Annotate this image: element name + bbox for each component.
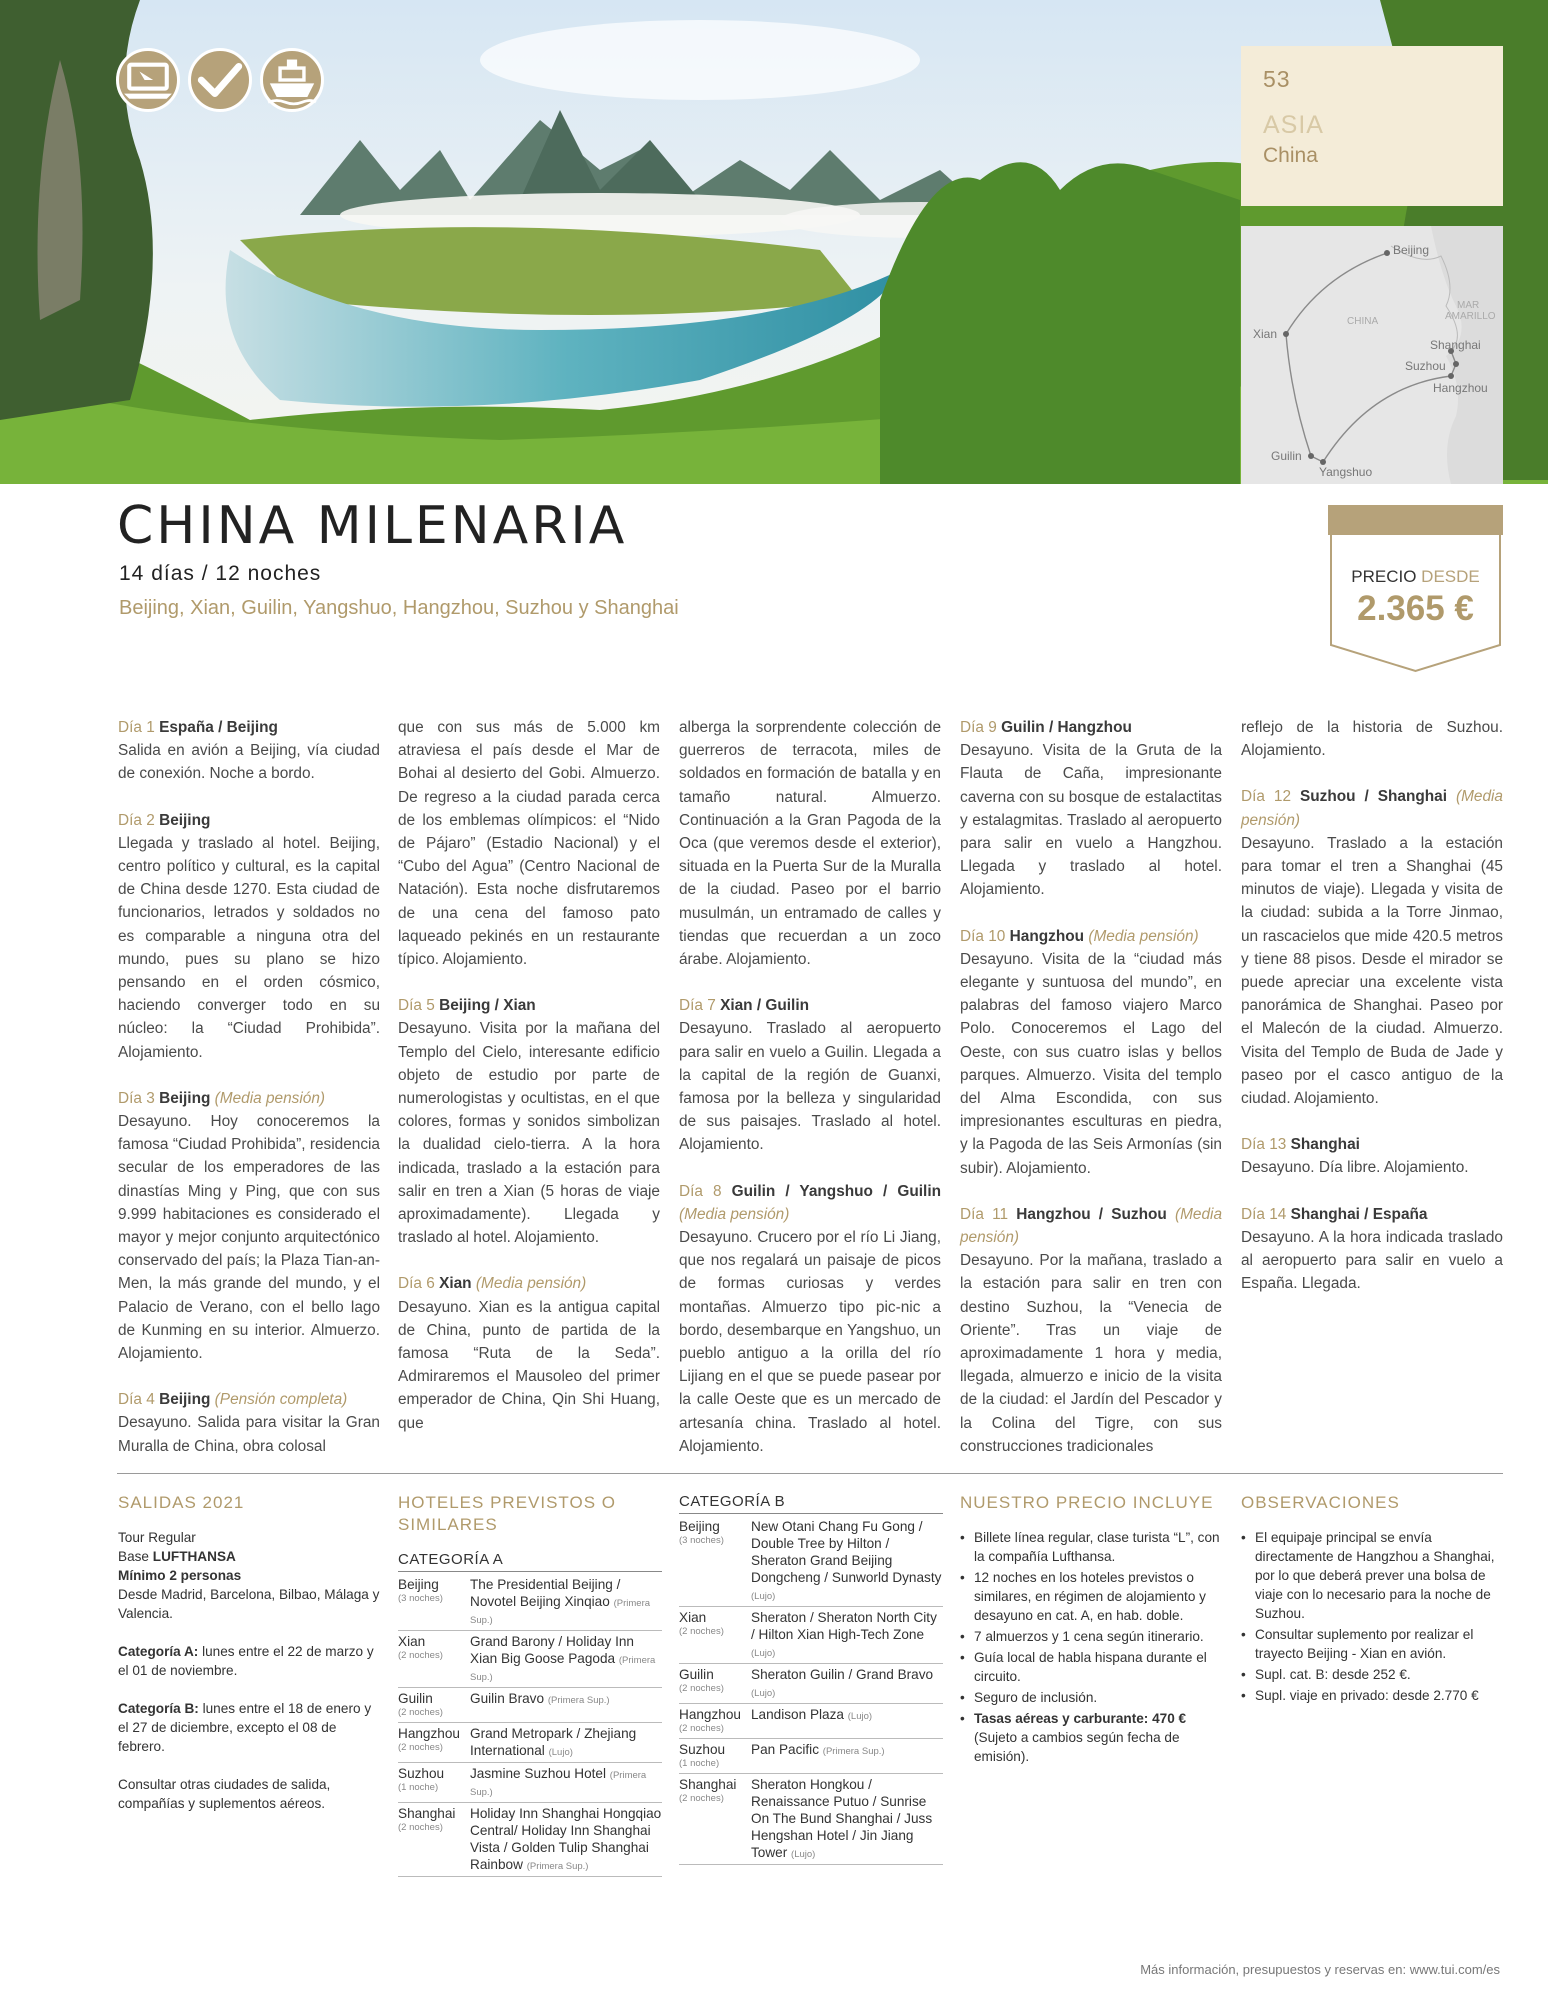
table-row — [679, 1739, 943, 1774]
route-map — [1241, 226, 1503, 484]
hotel-name-cell — [751, 1741, 943, 1770]
salidas-section — [118, 1492, 382, 1832]
hotel-name: Grand Barony / Holiday Inn Xian Big Goose Pagoda — [470, 1634, 634, 1666]
hotel-category: (Primera Sup.) — [822, 1746, 885, 1757]
table-row — [398, 1631, 662, 1688]
hotel-nights: (1 noche) — [398, 1782, 439, 1793]
day-number: Día 12 — [1241, 788, 1292, 806]
day-number: Día 6 — [398, 1275, 435, 1293]
hotel-name-cell — [751, 1776, 943, 1861]
salidas-base-prefix: Base — [118, 1549, 153, 1564]
hotel-city: Guilin — [398, 1691, 433, 1706]
day-description: Desayuno. Visita de la “ciudad más elegante y suntuosa del mundo”, en palabras del famoso viajero Marco Polo. Conoceremos el Lago del Oeste, con sus cuatro islas y bellos parques. Almuerzo. Visita del templo del Alma Escondida, con sus impresionantes esculturas en piedra, y la Pagoda de las Seis Armonías (sin subir). Alojamiento. — [960, 950, 1222, 1177]
day-description: Desayuno. Traslado al aeropuerto para salir en vuelo a Guilin. Llegada a la capital de la región de Guanxi, famosa por la belleza y singularidad de sus paisajes. Traslado al hotel. Alojamiento. — [679, 1020, 941, 1154]
day-route: Suzhou / Shanghai — [1299, 788, 1447, 806]
day-number: Día 5 — [398, 997, 435, 1015]
day-description: Desayuno. Crucero por el río Li Jiang, que nos regalará un paisaje de picos de formas curiosas y verdes montañas. Almuerzo tipo pic-nic a bordo, desembarque en Yangshuo, un pueblo antiguo a la orilla del río Lijiang en el que se puede pasear por la calle Oeste que es un mercado de artesanía china. Traslado al hotel. Alojamiento. — [679, 1229, 941, 1455]
day-heading — [398, 994, 660, 1017]
itinerary-day — [679, 994, 941, 1156]
day-heading — [1241, 785, 1503, 831]
hotel-name: Sheraton Hongkou / Renaissance Putuo / Sunrise On The Bund Shanghai / Juss Hengshan Hotel / Jin Jiang Tower — [751, 1777, 933, 1860]
observaciones-list — [1241, 1528, 1505, 1705]
day-route: Beijing / Xian — [439, 997, 536, 1015]
hoteles-cat-a-table — [398, 1574, 662, 1877]
day-description: Llegada y traslado al hotel. Beijing, centro político y cultural, es la capital de China desde 1270. Esta ciudad de funcionarios, letrados y soldados no es comparable a ninguna otra del mundo, pues su plano se hizo pensando en el orden cósmico, haciendo converger todo en su núcleo: la “Ciudad Prohibida”. Alojamiento. — [118, 834, 380, 1061]
price-badge — [1328, 505, 1503, 675]
hotel-nights: (2 noches) — [398, 1707, 443, 1718]
list-item: • 7 almuerzos y 1 cena según itinerario. — [960, 1627, 1224, 1646]
hotel-city: Shanghai — [398, 1806, 456, 1821]
salidas-minimum-text: Mínimo 2 personas — [118, 1568, 242, 1583]
hotel-city: Shanghai — [679, 1777, 737, 1792]
hotel-name-cell — [751, 1706, 943, 1735]
day-meal-plan: (Media pensión) — [1241, 788, 1503, 829]
hotel-name-cell — [470, 1805, 662, 1873]
hotel-name: Holiday Inn Shanghai Hongqiao Central/ Holiday Inn Shanghai Vista / Golden Tulip Shanghai Rainbow — [470, 1806, 662, 1872]
itinerary-day — [1241, 1133, 1503, 1179]
hoteles-heading: HOTELES PREVISTOS O SIMILARES — [398, 1493, 617, 1534]
trip-route: Beijing, Xian, Guilin, Yangshuo, Hangzhou, Suzhou y Shanghai — [119, 597, 679, 619]
price-value: 2.365 € — [1357, 589, 1474, 628]
map-city-yangshuo: Yangshuo — [1319, 465, 1373, 479]
hotel-category: (Lujo) — [751, 1648, 776, 1659]
itinerary-day — [1241, 716, 1503, 762]
map-country-label: CHINA — [1347, 316, 1379, 327]
map-city-hangzhou: Hangzhou — [1433, 381, 1488, 395]
day-description: Desayuno. Xian es la antigua capital de China, punto de partida de la famosa “Ruta de la Seda”. Admiraremos el Mausoleo del primer emperador de China, Qin Shi Huang, que — [398, 1298, 660, 1432]
hotel-city: Beijing — [679, 1519, 720, 1534]
hotel-nights: (2 noches) — [398, 1650, 443, 1661]
table-row — [398, 1803, 662, 1877]
salidas-airline: LUFTHANSA — [152, 1549, 236, 1564]
hotel-city-cell — [679, 1706, 751, 1735]
hotel-name-cell — [751, 1609, 943, 1660]
day-route: Hangzhou / Suzhou — [1016, 1205, 1167, 1223]
price-from-text: DESDE — [1421, 567, 1480, 586]
hotel-name: Sheraton Guilin / Grand Bravo — [751, 1667, 934, 1682]
day-description: Salida en avión a Beijing, vía ciudad de conexión. Noche a bordo. — [118, 742, 380, 783]
hotel-name: New Otani Chang Fu Gong / Double Tree by Hilton / Sheraton Grand Beijing Dongcheng / Sunworld Dynasty — [751, 1519, 942, 1585]
hotel-nights: (2 noches) — [679, 1723, 724, 1734]
hotel-city-cell — [679, 1609, 751, 1660]
hoteles-cat-b-section — [679, 1492, 943, 1865]
salidas-heading: SALIDAS 2021 — [118, 1493, 245, 1512]
day-route: Beijing — [159, 811, 211, 829]
day-route: Beijing — [159, 1391, 211, 1409]
hotel-name-cell — [751, 1666, 943, 1700]
day-number: Día 4 — [118, 1391, 155, 1409]
day-route: Shanghai — [1290, 1136, 1360, 1154]
map-city-shanghai: Shanghai — [1430, 338, 1481, 352]
day-route: Guilin / Hangzhou — [1001, 719, 1132, 736]
day-heading — [679, 994, 941, 1017]
day-heading — [960, 1203, 1222, 1249]
day-heading — [118, 809, 380, 832]
hotel-category: (Lujo) — [791, 1849, 816, 1860]
hotel-city: Beijing — [398, 1577, 439, 1592]
itinerary-column-1 — [118, 716, 380, 1481]
hotel-city: Hangzhou — [679, 1707, 741, 1722]
hotel-category: (Primera Sup.) — [526, 1861, 589, 1872]
day-description: Desayuno. Día libre. Alojamiento. — [1241, 1159, 1469, 1177]
incluye-list — [960, 1528, 1224, 1766]
day-route: Guilin / Yangshuo / Guilin — [731, 1182, 941, 1200]
day-meal-plan: (Pensión completa) — [214, 1391, 348, 1409]
day-heading — [118, 1087, 380, 1110]
list-item: • Supl. viaje en privado: desde 2.770 € — [1241, 1686, 1505, 1705]
hotel-city-cell — [398, 1576, 470, 1627]
itinerary-day — [960, 1203, 1222, 1458]
hotel-category: (Lujo) — [751, 1688, 776, 1699]
hotel-city-cell — [679, 1776, 751, 1861]
price-label-text: PRECIO — [1351, 567, 1417, 586]
map-city-xian: Xian — [1253, 327, 1278, 341]
itinerary-column-4 — [960, 716, 1222, 1481]
itinerary-day — [1241, 1203, 1503, 1296]
itinerary-day — [960, 925, 1222, 1180]
day-heading — [118, 1388, 380, 1411]
hotel-city-cell — [679, 1666, 751, 1700]
hotel-nights: (3 noches) — [398, 1593, 443, 1604]
map-sea-label-2: AMARILLO — [1445, 311, 1496, 322]
hotel-city-cell — [398, 1690, 470, 1719]
hotel-name: Jasmine Suzhou Hotel — [470, 1766, 607, 1781]
salidas-cat-b-label: Categoría B: — [118, 1701, 199, 1716]
hotel-nights: (3 noches) — [679, 1535, 724, 1546]
feature-icons — [116, 48, 324, 112]
salidas-note: Consultar otras ciudades de salida, compañías y suplementos aéreos. — [118, 1777, 331, 1811]
day-number: Día 9 — [960, 719, 997, 736]
hotel-name-cell — [470, 1725, 662, 1759]
hotel-nights: (2 noches) — [679, 1626, 724, 1637]
hotel-name: Pan Pacific — [751, 1742, 820, 1757]
day-route: Xian / Guilin — [720, 997, 810, 1015]
hotel-name: Sheraton / Sheraton North City / Hilton Xian High-Tech Zone — [751, 1610, 937, 1642]
hotel-category: (Lujo) — [751, 1591, 776, 1602]
list-item: • El equipaje principal se envía directamente de Hangzhou a Shanghai, por lo que deberá prever una bolsa de viaje con lo necesario para la noche de Suzhou. — [1241, 1528, 1505, 1623]
table-row — [679, 1774, 943, 1865]
itinerary-day — [1241, 785, 1503, 1110]
table-row — [679, 1704, 943, 1739]
incluye-section — [960, 1492, 1224, 1768]
itinerary-day — [118, 809, 380, 1064]
itinerary-day — [118, 716, 380, 786]
hotel-name-cell — [470, 1576, 662, 1627]
footer-info: Más información, presupuestos y reservas en: www.tui.com/es — [1140, 1962, 1500, 1977]
itinerary-day — [398, 1272, 660, 1434]
country-label: China — [1263, 144, 1318, 167]
hotel-category: (Primera Sup.) — [547, 1695, 610, 1706]
day-heading — [1241, 1133, 1503, 1156]
incluye-taxes-note: (Sujeto a cambios según fecha de emisión). — [974, 1730, 1180, 1764]
region-label: ASIA — [1263, 111, 1324, 139]
day-heading — [398, 1272, 660, 1295]
day-description: alberga la sorprendente colección de guerreros de terracota, miles de soldados en formación de batalla y en tamaño natural. Almuerzo. Continuación a la Gran Pagoda de la Oca (que veremos desde el exterior), situada en la Puerta Sur de la Muralla de la ciudad. Paseo por el barrio musulmán, un entramado de calles y tiendas que recuerdan a un zoco árabe. Alojamiento. — [679, 719, 941, 969]
hotel-name-cell — [470, 1633, 662, 1684]
day-route: Shanghai / España — [1290, 1205, 1428, 1223]
day-heading — [1241, 1203, 1503, 1226]
map-city-guilin: Guilin — [1271, 449, 1302, 463]
table-row — [398, 1574, 662, 1631]
hotel-category: (Primera Sup.) — [470, 1655, 656, 1683]
itinerary-day — [398, 716, 660, 971]
day-description: Desayuno. Visita por la mañana del Templo del Cielo, interesante edificio objeto de estudio por parte de numerologistas y ocultistas, en el que colores, formas y sonidos simbolizan la dualidad cielo-tierra. A la hora indicada, traslado a la estación para salir en tren a Xian (5 horas de viaje aproximadamente). Llegada y traslado al hotel. Alojamiento. — [398, 1020, 660, 1247]
day-description: Desayuno. Por la mañana, traslado a la estación para salir en tren con destino Suzhou, la “Venecia de Oriente”. Tras un viaje de aproximadamente 1 hora y media, llegada, almuerzo e inicio de la visita de la ciudad: el Jardín del Pescador y la Colina del Tigre, con sus construcciones tradicionales — [960, 1252, 1222, 1455]
hotel-city: Guilin — [679, 1667, 714, 1682]
hoteles-cat-a-label: CATEGORÍA A — [398, 1550, 662, 1572]
salidas-cat-b — [118, 1699, 382, 1756]
day-route: España / Beijing — [159, 719, 278, 736]
day-meal-plan: (Media pensión) — [1088, 927, 1199, 945]
day-meal-plan: (Media pensión) — [214, 1089, 326, 1107]
hotel-category: (Lujo) — [548, 1747, 573, 1758]
hotel-city-cell — [679, 1741, 751, 1770]
hotel-city: Xian — [679, 1610, 707, 1625]
hotel-city-cell — [398, 1633, 470, 1684]
day-meal-plan: (Media pensión) — [475, 1275, 587, 1293]
hotel-name-cell — [751, 1518, 943, 1603]
hotel-city: Xian — [398, 1634, 426, 1649]
itinerary-day — [679, 1180, 941, 1458]
table-row — [679, 1664, 943, 1704]
incluye-taxes: Tasas aéreas y carburante: 470 € — [974, 1711, 1187, 1726]
ship-icon — [260, 48, 324, 112]
salidas-cities: Desde Madrid, Barcelona, Bilbao, Málaga y Valencia. — [118, 1587, 380, 1621]
salidas-cat-a — [118, 1642, 382, 1680]
list-item-taxes — [960, 1709, 1224, 1766]
table-row — [679, 1607, 943, 1664]
hotel-category: (Lujo) — [847, 1711, 873, 1722]
day-number: Día 14 — [1241, 1205, 1287, 1223]
salidas-minimum — [118, 1566, 382, 1585]
page-number: 53 — [1263, 66, 1291, 92]
day-description: Desayuno. Traslado a la estación para tomar el tren a Shanghai (45 minutos de viaje). Llegada y visita de la ciudad: subida a la Torre Jinmao, un rascacielos que mide 420.5 metros y tiene 88 pisos. Desde el mirador se puede apreciar una excelente vista panorámica de Shanghai. Paseo por el Malecón de la ciudad. Almuerzo. Visita del Templo de Buda de Jade y paseo por el casco antiguo de la ciudad. Alojamiento. — [1241, 834, 1503, 1108]
salidas-cat-a-text: lunes entre el 22 de marzo y el 01 de noviembre. — [118, 1644, 374, 1678]
itinerary-day — [679, 716, 941, 971]
hotel-city: Suzhou — [398, 1766, 445, 1781]
map-city-beijing: Beijing — [1393, 243, 1430, 257]
salidas-cat-b-text: lunes entre el 18 de enero y el 27 de diciembre, excepto el 08 de febrero. — [118, 1701, 372, 1754]
day-description: Desayuno. A la hora indicada traslado al aeropuerto para salir en vuelo a España. Llegada. — [1241, 1228, 1503, 1293]
observaciones-section — [1241, 1492, 1505, 1707]
day-description: Desayuno. Visita de la Gruta de la Flauta de Caña, impresionante caverna con su bosque de estalactitas y estalagmitas. Traslado al aeropuerto para salir en vuelo a Hangzhou. Llegada y traslado al hotel. Alojamiento. — [960, 742, 1222, 899]
map-sea-label: MAR — [1457, 300, 1480, 311]
itinerary-day — [398, 994, 660, 1249]
trip-duration: 14 días / 12 noches — [119, 562, 322, 585]
hotel-name: Landison Plaza — [751, 1707, 844, 1722]
day-number: Día 7 — [679, 997, 716, 1015]
hotel-category: (Primera Sup.) — [470, 1598, 651, 1626]
day-number: Día 11 — [960, 1205, 1009, 1223]
hotel-city: Suzhou — [679, 1742, 726, 1757]
salidas-cat-a-label: Categoría A: — [118, 1644, 199, 1659]
list-item: • Guía local de habla hispana durante el circuito. — [960, 1648, 1224, 1686]
itinerary-day — [118, 1087, 380, 1365]
hotel-nights: (2 noches) — [398, 1742, 443, 1753]
day-heading — [960, 925, 1222, 948]
section-divider — [117, 1473, 1503, 1474]
salidas-tour-type: Tour Regular — [118, 1530, 196, 1545]
hotel-city-cell — [398, 1725, 470, 1759]
hoteles-cat-b-table — [679, 1516, 943, 1865]
hotel-city-cell — [679, 1518, 751, 1603]
table-row — [398, 1723, 662, 1763]
table-row — [398, 1763, 662, 1803]
hotel-category: (Primera Sup.) — [470, 1770, 647, 1798]
itinerary-column-2 — [398, 716, 660, 1458]
hoteles-cat-a-section — [398, 1492, 662, 1877]
day-heading — [679, 1180, 941, 1226]
incluye-heading: NUESTRO PRECIO INCLUYE — [960, 1493, 1214, 1512]
list-item: • Billete línea regular, clase turista “L”, con la compañía Lufthansa. — [960, 1528, 1224, 1566]
day-description: Desayuno. Hoy conoceremos la famosa “Ciudad Prohibida”, residencia secular de los emperadores de las dinastías Ming y Ping, que con sus 9.999 habitaciones es considerado el mayor y mejor conjunto arquitectónico conservado del país; la Plaza Tian-an-Men, la más grande del mundo, y el Palacio de Verano, con el bello lago de Kunming en su interior. Almuerzo. Alojamiento. — [118, 1113, 380, 1363]
day-description: reflejo de la historia de Suzhou. Alojamiento. — [1241, 719, 1503, 760]
hero-image — [0, 0, 1548, 484]
hotel-name-cell — [470, 1690, 662, 1719]
day-meal-plan: (Media pensión) — [960, 1205, 1223, 1247]
salidas-base — [118, 1547, 382, 1566]
itinerary-column-5 — [1241, 716, 1503, 1318]
day-meal-plan: (Media pensión) — [679, 1205, 790, 1223]
day-heading — [960, 716, 1222, 739]
hotel-name: Grand Metropark / Zhejiang International — [470, 1726, 637, 1758]
route-map-graphic — [1241, 226, 1503, 484]
day-number: Día 2 — [118, 811, 155, 829]
itinerary-column-3 — [679, 716, 941, 1481]
day-number: Día 13 — [1241, 1136, 1287, 1154]
day-route: Beijing — [159, 1089, 211, 1107]
observaciones-heading: OBSERVACIONES — [1241, 1493, 1400, 1512]
day-heading — [118, 716, 380, 739]
page-badge — [1241, 46, 1503, 206]
hotel-city: Hangzhou — [398, 1726, 460, 1741]
day-description: Desayuno. Salida para visitar la Gran Muralla de China, obra colosal — [118, 1414, 380, 1455]
map-city-suzhou: Suzhou — [1405, 359, 1446, 373]
hotel-nights: (2 noches) — [679, 1683, 724, 1694]
hotel-city-cell — [398, 1765, 470, 1799]
price-label — [1328, 567, 1503, 587]
day-route: Xian — [439, 1275, 472, 1293]
table-row — [398, 1688, 662, 1723]
hotel-name: Guilin Bravo — [470, 1691, 545, 1706]
list-item: • Consultar suplemento por realizar el trayecto Beijing - Xian en avión. — [1241, 1625, 1505, 1663]
itinerary-day — [118, 1388, 380, 1458]
day-number: Día 10 — [960, 927, 1006, 945]
itinerary-day — [960, 716, 1222, 902]
list-item: • Seguro de inclusión. — [960, 1688, 1224, 1707]
day-number: Día 1 — [118, 719, 155, 736]
hotel-name: The Presidential Beijing / Novotel Beijing Xinqiao — [470, 1577, 621, 1609]
day-number: Día 3 — [118, 1089, 155, 1107]
day-route: Hangzhou — [1009, 927, 1085, 945]
list-item: • 12 noches en los hoteles previstos o similares, en régimen de alojamiento y desayuno en cat. A, en hab. doble. — [960, 1568, 1224, 1625]
list-item: • Supl. cat. B: desde 252 €. — [1241, 1665, 1505, 1684]
hotel-name-cell — [470, 1765, 662, 1799]
day-description: que con sus más de 5.000 km atraviesa el país desde el Mar de Bohai al desierto del Gobi. Almuerzo. De regreso a la ciudad parada cerca de los emblemas olímpicos: el “Nido de Pájaro” (Estadio Nacional) y el “Cubo del Agua” (Centro Nacional de Natación). Esta noche disfrutaremos de una cena del famoso pato laqueado pekinés en un restaurante típico. Alojamiento. — [398, 719, 660, 969]
laptop-icon — [116, 48, 180, 112]
day-number: Día 8 — [679, 1182, 722, 1200]
hotel-nights: (1 noche) — [679, 1758, 720, 1769]
page-title: CHINA MILENARIA — [117, 496, 628, 556]
check-icon — [188, 48, 252, 112]
hoteles-cat-b-label: CATEGORÍA B — [679, 1492, 943, 1514]
hotel-city-cell — [398, 1805, 470, 1873]
hotel-nights: (2 noches) — [679, 1793, 724, 1804]
hotel-nights: (2 noches) — [398, 1822, 443, 1833]
table-row — [679, 1516, 943, 1607]
